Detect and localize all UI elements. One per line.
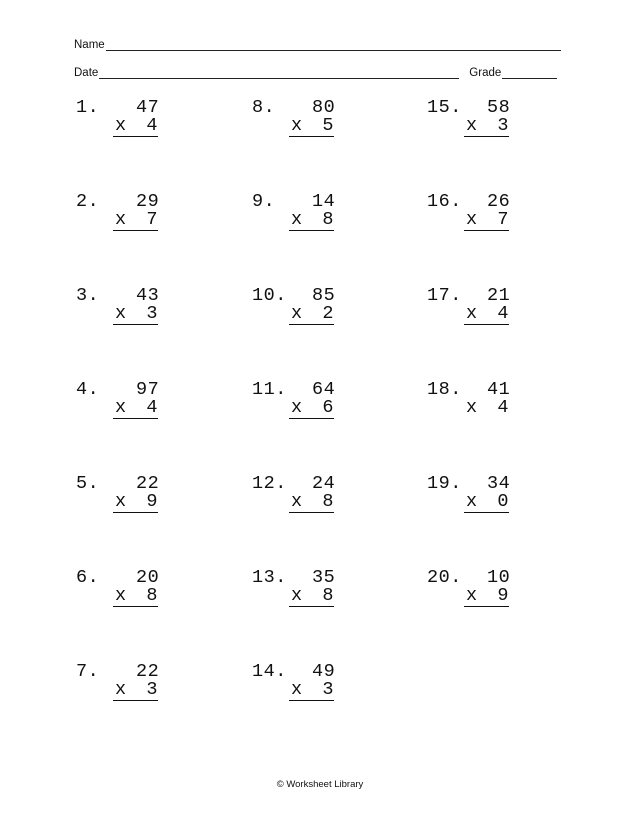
multiplier-line <box>113 492 158 513</box>
multiplier-line <box>464 116 509 137</box>
problem-number: 5. <box>76 473 100 494</box>
multiplicand: 14 <box>312 191 336 212</box>
multiplier-line <box>289 680 334 701</box>
multiplicand: 85 <box>312 285 336 306</box>
date-grade-row <box>74 66 557 79</box>
grade-line[interactable] <box>502 66 557 79</box>
problem-number: 15. <box>427 97 462 118</box>
multiplier: 3 <box>146 303 158 324</box>
multiplier-line <box>289 116 334 137</box>
multiplicand: 10 <box>487 567 511 588</box>
problem-number: 2. <box>76 191 100 212</box>
footer-copyright: © Worksheet Library <box>276 779 364 790</box>
multiplier-line <box>464 492 509 513</box>
multiplier: 8 <box>322 585 334 606</box>
multiplicand: 58 <box>487 97 511 118</box>
multiplier-line <box>113 586 158 607</box>
multiplier: 3 <box>322 679 334 700</box>
multiply-operator: x <box>291 209 303 230</box>
multiplier-line <box>464 210 509 231</box>
multiplier: 8 <box>322 209 334 230</box>
multiplier: 4 <box>497 397 509 418</box>
name-line[interactable] <box>106 38 561 51</box>
multiply-operator: x <box>115 491 127 512</box>
multiplier: 4 <box>497 303 509 324</box>
problem-number: 14. <box>252 661 287 682</box>
problem-number: 6. <box>76 567 100 588</box>
name-label: Name <box>74 39 105 51</box>
problem-number: 18. <box>427 379 462 400</box>
multiplicand: 80 <box>312 97 336 118</box>
multiplier-line <box>289 586 334 607</box>
problem-number: 8. <box>252 97 276 118</box>
multiplicand: 35 <box>312 567 336 588</box>
multiplier-line <box>289 210 334 231</box>
multiplicand: 49 <box>312 661 336 682</box>
multiply-operator: x <box>291 397 303 418</box>
multiply-operator: x <box>291 303 303 324</box>
problem-number: 4. <box>76 379 100 400</box>
multiplicand: 41 <box>487 379 511 400</box>
problem-number: 9. <box>252 191 276 212</box>
multiplier: 8 <box>146 585 158 606</box>
grade-label: Grade <box>469 67 502 79</box>
multiply-operator: x <box>466 115 478 136</box>
multiplier: 4 <box>146 397 158 418</box>
multiplicand: 64 <box>312 379 336 400</box>
multiplier-line <box>113 210 158 231</box>
multiply-operator: x <box>291 585 303 606</box>
multiplier: 7 <box>146 209 158 230</box>
multiplier-line <box>289 492 334 513</box>
multiplier: 4 <box>146 115 158 136</box>
multiplier: 3 <box>497 115 509 136</box>
problem-number: 19. <box>427 473 462 494</box>
multiplicand: 43 <box>136 285 160 306</box>
multiply-operator: x <box>115 679 127 700</box>
multiply-operator: x <box>115 397 127 418</box>
problem-number: 10. <box>252 285 287 306</box>
multiply-operator: x <box>115 585 127 606</box>
multiplicand: 22 <box>136 661 160 682</box>
multiply-operator: x <box>466 397 478 418</box>
multiply-operator: x <box>466 209 478 230</box>
multiplier: 9 <box>146 491 158 512</box>
problem-number: 13. <box>252 567 287 588</box>
multiplier: 6 <box>322 397 334 418</box>
multiplier: 2 <box>322 303 334 324</box>
problem-number: 17. <box>427 285 462 306</box>
multiplier-line <box>113 304 158 325</box>
multiplier: 3 <box>146 679 158 700</box>
problem-number: 7. <box>76 661 100 682</box>
multiply-operator: x <box>291 115 303 136</box>
multiplier: 7 <box>497 209 509 230</box>
multiplier-line <box>289 304 334 325</box>
name-field[interactable] <box>74 38 561 51</box>
multiplier-line <box>113 680 158 701</box>
multiplier-line <box>113 116 158 137</box>
multiplicand: 24 <box>312 473 336 494</box>
multiply-operator: x <box>466 303 478 324</box>
multiplier: 8 <box>322 491 334 512</box>
multiply-operator: x <box>466 585 478 606</box>
multiplier-line <box>464 586 509 607</box>
problem-number: 20. <box>427 567 462 588</box>
multiplier: 0 <box>497 491 509 512</box>
multiply-operator: x <box>466 491 478 512</box>
problem-number: 11. <box>252 379 287 400</box>
problem-number: 1. <box>76 97 100 118</box>
multiplicand: 34 <box>487 473 511 494</box>
problem-number: 3. <box>76 285 100 306</box>
multiplicand: 97 <box>136 379 160 400</box>
date-line[interactable] <box>99 66 459 79</box>
multiplier-line <box>113 398 158 419</box>
multiplier: 9 <box>497 585 509 606</box>
multiply-operator: x <box>115 209 127 230</box>
multiplier: 5 <box>322 115 334 136</box>
multiplier-line <box>464 304 509 325</box>
multiplicand: 29 <box>136 191 160 212</box>
problem-number: 12. <box>252 473 287 494</box>
multiply-operator: x <box>291 491 303 512</box>
multiply-operator: x <box>115 303 127 324</box>
multiplicand: 47 <box>136 97 160 118</box>
date-label: Date <box>74 67 99 79</box>
multiply-operator: x <box>291 679 303 700</box>
multiplicand: 26 <box>487 191 511 212</box>
problem-number: 16. <box>427 191 462 212</box>
multiplicand: 22 <box>136 473 160 494</box>
multiplier-line <box>289 398 334 419</box>
multiplicand: 21 <box>487 285 511 306</box>
multiplicand: 20 <box>136 567 160 588</box>
multiplier-line <box>464 398 509 418</box>
multiply-operator: x <box>115 115 127 136</box>
